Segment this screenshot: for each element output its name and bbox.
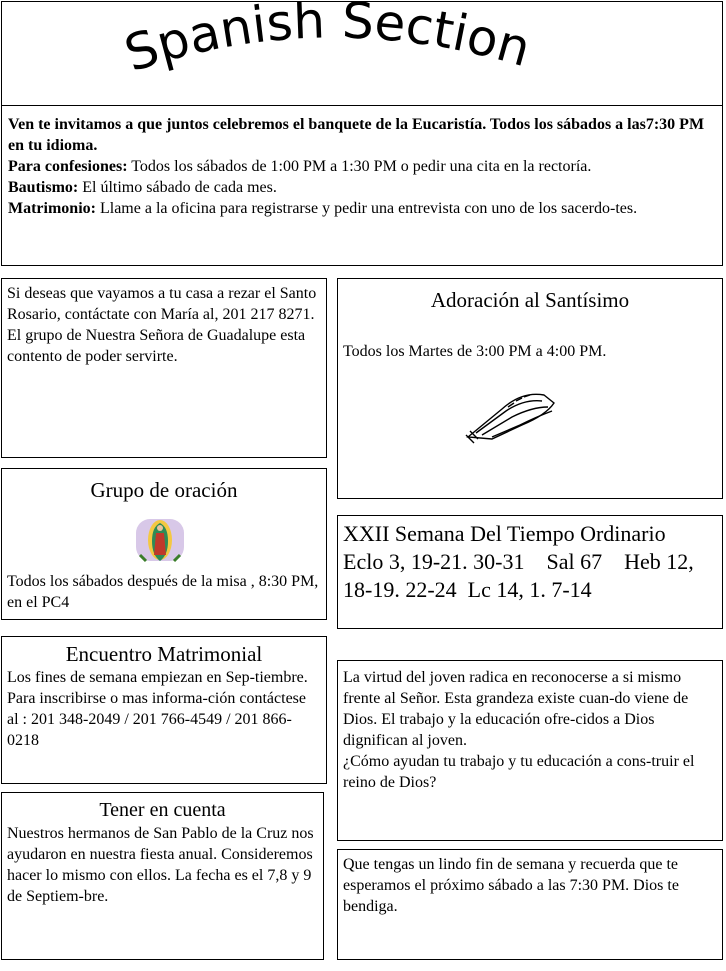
adoracion-title: Adoración al Santísimo bbox=[430, 288, 630, 312]
intro-matrimonio: Matrimonio: Llame a la oficina para registrarse y pedir una entrevista con uno de los sacerdo-tes. bbox=[8, 200, 638, 217]
rosario-box bbox=[1, 278, 327, 458]
tener-cuenta-title: Tener en cuenta bbox=[99, 799, 226, 821]
reflexion-text-2: ¿Cómo ayudan tu trabajo y tu educación a cons-truir el reino de Dios? bbox=[343, 753, 695, 791]
semana-readings: Eclo 3, 19-21. 30-31 Sal 67 Heb 12, 18-19. 22-24 Lc 14, 1. 7-14 bbox=[343, 549, 700, 602]
banner-title bbox=[2, 2, 722, 105]
encuentro-box bbox=[1, 636, 327, 784]
tener-cuenta-text: Nuestros hermanos de San Pablo de la Cruz nos ayudaron en nuestra fiesta anual. Consideremos hacer lo mismo con ellos. La fecha es el 7,8 y 9 de Septiem-bre. bbox=[7, 825, 314, 905]
despedida-box bbox=[337, 849, 723, 960]
rosario-text-1: Si deseas que vayamos a tu casa a rezar el Santo Rosario, contáctate con María al, 201 217 8271. bbox=[7, 285, 317, 323]
rosario-text-2: El grupo de Nuestra Señora de Guadalupe esta contento de poder servirte. bbox=[7, 327, 306, 365]
svg-text:Spanish Section: Spanish Section bbox=[117, 2, 537, 84]
intro-box bbox=[1, 105, 723, 266]
grupo-oracion-title: Grupo de oración bbox=[90, 478, 238, 502]
intro-invite: Ven te invitamos a que juntos celebremos el banquete de la Eucaristía. Todos los sábados a las7:30 PM en tu idioma. bbox=[8, 116, 705, 154]
praying-hands-icon bbox=[462, 385, 562, 445]
reflexion-text-1: La virtud del joven radica en reconocerse a si mismo frente al Señor. Esta grandeza existe cuan-do viene de Dios. El trabajo y la educación ofre-cidos a Dios dignifican al joven. bbox=[343, 669, 689, 749]
banner bbox=[1, 1, 723, 106]
reflexion-box bbox=[337, 660, 723, 841]
adoracion-text: Todos los Martes de 3:00 PM a 4:00 PM. bbox=[343, 343, 607, 360]
grupo-oracion-text: Todos los sábados después de la misa , 8:30 PM, en el PC4 bbox=[7, 573, 319, 611]
semana-title: XXII Semana Del Tiempo Ordinario bbox=[343, 521, 666, 546]
grupo-oracion-box bbox=[1, 468, 327, 620]
virgin-guadalupe-icon bbox=[134, 515, 186, 565]
intro-bautismo: Bautismo: El último sábado de cada mes. bbox=[8, 179, 277, 196]
semana-box bbox=[337, 515, 723, 629]
adoracion-box bbox=[337, 278, 723, 499]
intro-confesiones: Para confesiones: Todos los sábados de 1:00 PM a 1:30 PM o pedir una cita en la rectoría. bbox=[8, 158, 592, 175]
despedida-text: Que tengas un lindo fin de semana y recuerda que te esperamos el próximo sábado a las 7:30 PM. Dios te bendiga. bbox=[343, 856, 679, 915]
encuentro-title: Encuentro Matrimonial bbox=[65, 642, 263, 666]
tener-cuenta-box bbox=[1, 792, 324, 960]
encuentro-text: Los fines de semana empiezan en Sep-tiembre. Para inscribirse o mas informa-ción contáctese al : 201 348-2049 / 201 766-4549 / 201 866-0218 bbox=[7, 669, 308, 749]
